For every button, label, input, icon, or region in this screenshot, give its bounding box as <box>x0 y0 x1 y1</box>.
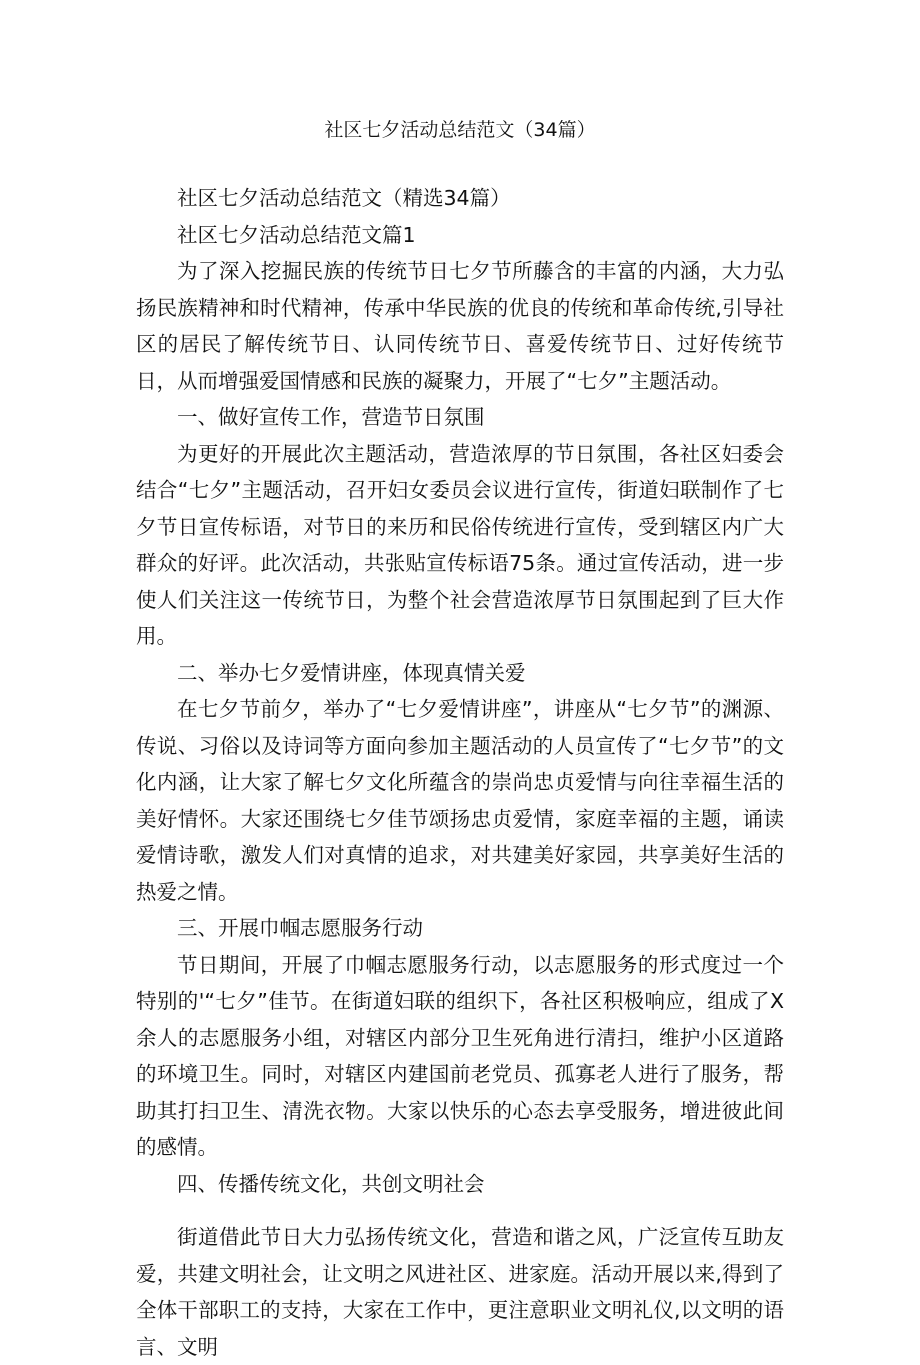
body-paragraph: 在七夕节前夕，举办了“七夕爱情讲座”，讲座从“七夕节”的渊源、传说、习俗以及诗词等方面向参加主题活动的人员宣传了“七夕节”的文化内涵，让大家了解七夕文化所蕴含的崇尚忠贞爱情与向往幸福生活的美好情怀。大家还围绕七夕佳节颂扬忠贞爱情，家庭幸福的主题，诵读爱情诗歌，激发人们对真情的追求，对共建美好家园，共享美好生活的热爱之情。 <box>136 697 784 904</box>
section-heading: 二、举办七夕爱情讲座，体现真情关爱 <box>177 660 526 685</box>
body-paragraph: 为了深入挖掘民族的传统节日七夕节所藤含的丰富的内涵，大力弘扬民族精神和时代精神，传承中华民族的优良的传统和革命传统,引导社区的居民了解传统节日、认同传统节日、喜爱传统节日、过好传统节日，从而增强爱国情感和民族的凝聚力，开展了“七夕”主题活动。 <box>136 259 784 393</box>
subtitle-paragraph: 社区七夕活动总结范文（精选34篇） <box>177 186 511 210</box>
section-heading: 一、做好宣传工作，营造节日氛围 <box>177 405 485 429</box>
section-heading: 社区七夕活动总结范文篇1 <box>177 222 416 247</box>
section-heading: 三、开展巾帼志愿服务行动 <box>177 916 423 940</box>
section-heading: 四、传播传统文化，共创文明社会 <box>177 1171 485 1196</box>
body-paragraph: 街道借此节日大力弘扬传统文化，营造和谐之风，广泛宣传互助友爱，共建文明社会，让文明之风进社区、进家庭。活动开展以来,得到了全体干部职工的支持，大家在工作中，更注意职业文明礼仪,以文明的语言、文明 <box>136 1225 784 1359</box>
body-paragraph: 节日期间，开展了巾帼志愿服务行动，以志愿服务的形式度过一个特别的'“七夕”佳节。在街道妇联的组织下，各社区积极响应，组成了X余人的志愿服务小组，对辖区内部分卫生死角进行清扫，维护小区道路的环境卫生。同时，对辖区内建国前老党员、孤寡老人进行了服务，帮助其打扫卫生、清洗衣物。大家以快乐的心态去享受服务，增进彼此间的感情。 <box>136 952 784 1159</box>
document-body <box>136 180 784 1365</box>
body-paragraph: 为更好的开展此次主题活动，营造浓厚的节日氛围，各社区妇委会结合“七夕”主题活动，召开妇女委员会议进行宣传，街道妇联制作了七夕节日宣传标语，对节日的来历和民俗传统进行宣传，受到辖区内广大群众的好评。此次活动，共张贴宣传标语75条。通过宣传活动，进一步使人们关注这一传统节日，为整个社会营造浓厚节日氛围起到了巨大作用。 <box>136 441 784 648</box>
document-title: 社区七夕活动总结范文（34篇） <box>324 119 596 141</box>
